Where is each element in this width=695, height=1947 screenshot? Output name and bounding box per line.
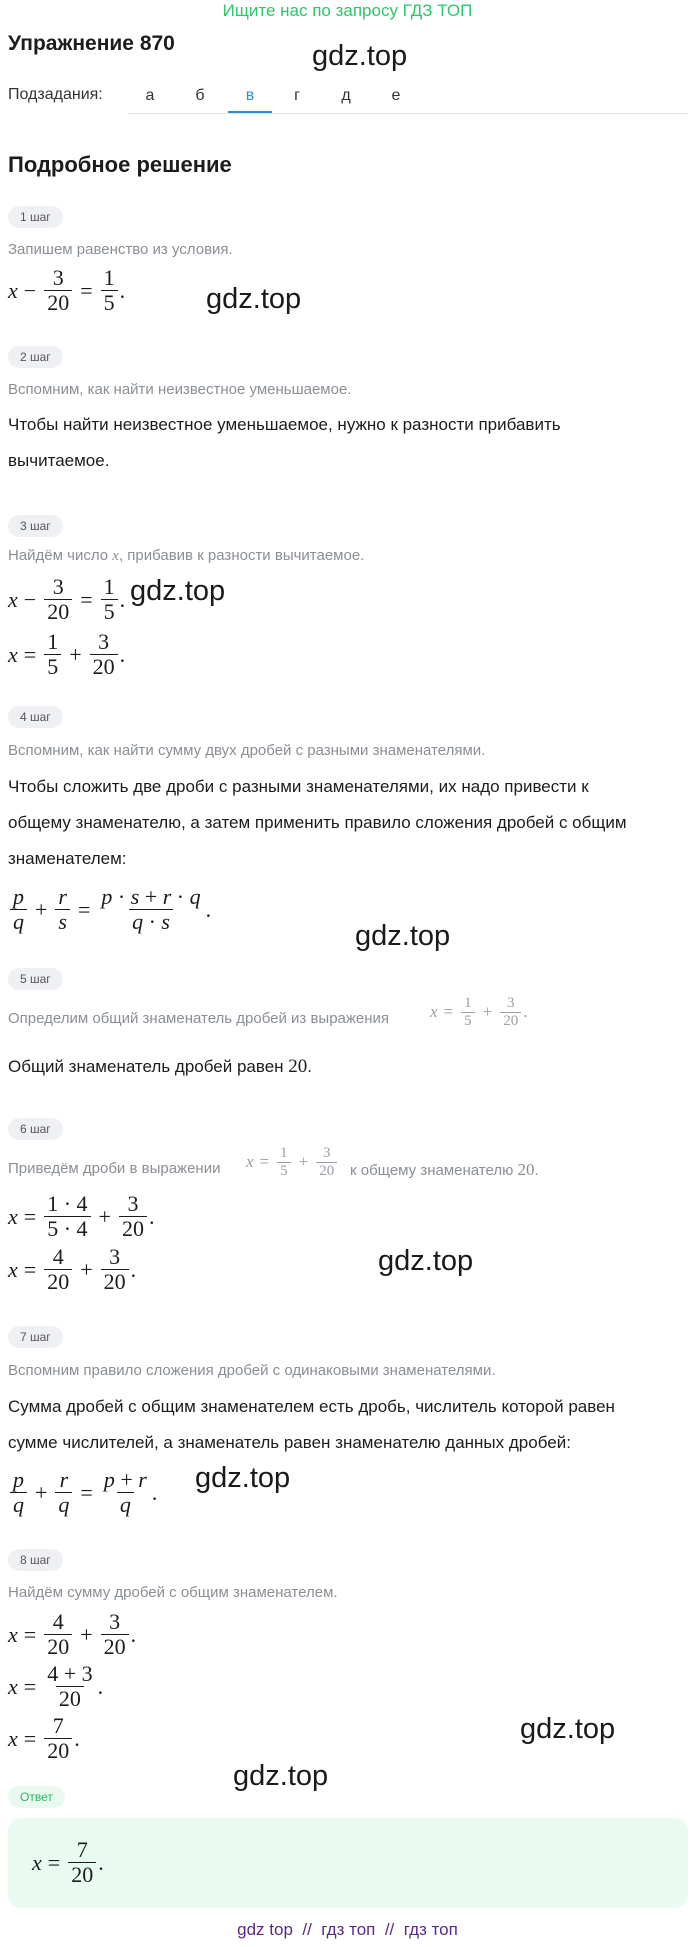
- step-label: 8 шаг: [8, 1549, 63, 1571]
- step-text: сумме числителей, а знаменатель равен знаменателю данных дробей:: [8, 1433, 571, 1452]
- tab-a[interactable]: а: [145, 87, 155, 104]
- step-hint: Вспомним правило сложения дробей с одинаковыми знаменателями.: [8, 1362, 496, 1379]
- tab-d[interactable]: д: [341, 87, 351, 104]
- tab-v[interactable]: в: [245, 87, 255, 104]
- step-hint: Найдём сумму дробей с общим знаменателем.: [8, 1584, 338, 1601]
- tabs-divider: [128, 113, 688, 114]
- step-label: 2 шаг: [8, 346, 63, 368]
- watermark: gdz.top: [520, 1713, 616, 1745]
- step-text: общему знаменателю, а затем применить правило сложения дробей с общим: [8, 813, 627, 832]
- formula: $\frac{p}{q}$ + $\frac{r}{s}$ = $\frac{p \cdot s + r \cdot q}{q \cdot s}$ .: [8, 885, 211, 934]
- watermark: gdz.top: [130, 575, 226, 607]
- watermark: gdz.top: [206, 283, 302, 315]
- inline-expression: x = $\frac{1}{5}$ + $\frac{3}{20}$ .: [430, 995, 528, 1029]
- step-label: 3 шаг: [8, 515, 63, 537]
- watermark: gdz.top: [378, 1245, 474, 1277]
- watermark: gdz.top: [233, 1760, 329, 1792]
- step-label: 5 шаг: [8, 968, 63, 990]
- equation: x = $\frac{1 \cdot 4}{5 \cdot 4}$ + $\frac{3}{20}$ .: [8, 1191, 155, 1242]
- equation: x − $\frac{3}{20}$ = $\frac{1}{5}$ .: [8, 265, 126, 316]
- inline-expression: x = $\frac{1}{5}$ + $\frac{3}{20}$: [246, 1145, 339, 1179]
- step-label: 7 шаг: [8, 1326, 63, 1348]
- step-hint: Вспомним, как найти сумму двух дробей с разными знаменателями.: [8, 742, 486, 759]
- formula: $\frac{p}{q}$ + $\frac{r}{q}$ = $\frac{p + r}{q}$ .: [8, 1468, 157, 1517]
- step-text: знаменателем:: [8, 849, 127, 868]
- step-text: вычитаемое.: [8, 451, 110, 470]
- watermark: gdz.top: [355, 920, 451, 952]
- equation: x = $\frac{4 + 3}{20}$ .: [8, 1661, 104, 1712]
- footer-links[interactable]: gdz top // гдз топ // гдз топ: [237, 1920, 458, 1939]
- step-hint: Найдём число x, прибавив к разности вычитаемое.: [8, 547, 365, 564]
- step-text: Чтобы сложить две дроби с разными знаменателями, их надо привести к: [8, 777, 589, 796]
- equation: x − $\frac{3}{20}$ = $\frac{1}{5}$ .: [8, 574, 126, 625]
- equation: x = $\frac{1}{5}$ + $\frac{3}{20}$ .: [8, 629, 126, 680]
- step-hint: к общему знаменателю 20.: [350, 1160, 539, 1179]
- equation: x = $\frac{7}{20}$ .: [8, 1713, 80, 1764]
- step-hint: Запишем равенство из условия.: [8, 241, 233, 258]
- section-title: Подробное решение: [8, 152, 232, 177]
- answer-equation: x = $\frac{7}{20}$ .: [32, 1837, 104, 1888]
- promo-banner[interactable]: Ищите нас по запросу ГДЗ ТОП: [222, 1, 473, 20]
- step-text: Чтобы найти неизвестное уменьшаемое, нужно к разности прибавить: [8, 415, 561, 434]
- tab-b[interactable]: б: [195, 87, 205, 104]
- answer-box: [8, 1818, 688, 1908]
- step-text: Общий знаменатель дробей равен 20.: [8, 1056, 313, 1077]
- step-label: 4 шаг: [8, 706, 63, 728]
- watermark: gdz.top: [195, 1462, 291, 1494]
- tab-e[interactable]: е: [391, 87, 401, 104]
- step-hint: Вспомним, как найти неизвестное уменьшаемое.: [8, 381, 352, 398]
- subtasks-label: Подзадания:: [8, 86, 103, 103]
- step-label: 1 шаг: [8, 206, 63, 228]
- step-label: 6 шаг: [8, 1118, 63, 1140]
- step-text: Сумма дробей с общим знаменателем есть дробь, числитель которой равен: [8, 1397, 615, 1416]
- equation: x = $\frac{4}{20}$ + $\frac{3}{20}$ .: [8, 1609, 137, 1660]
- page-title: Упражнение 870: [8, 32, 175, 55]
- answer-label: Ответ: [8, 1786, 65, 1808]
- step-hint: Приведём дроби в выражении: [8, 1160, 221, 1177]
- watermark: gdz.top: [312, 40, 408, 72]
- tab-g[interactable]: г: [294, 87, 300, 104]
- step-hint: Определим общий знаменатель дробей из выражения: [8, 1010, 390, 1027]
- equation: x = $\frac{4}{20}$ + $\frac{3}{20}$ .: [8, 1244, 137, 1295]
